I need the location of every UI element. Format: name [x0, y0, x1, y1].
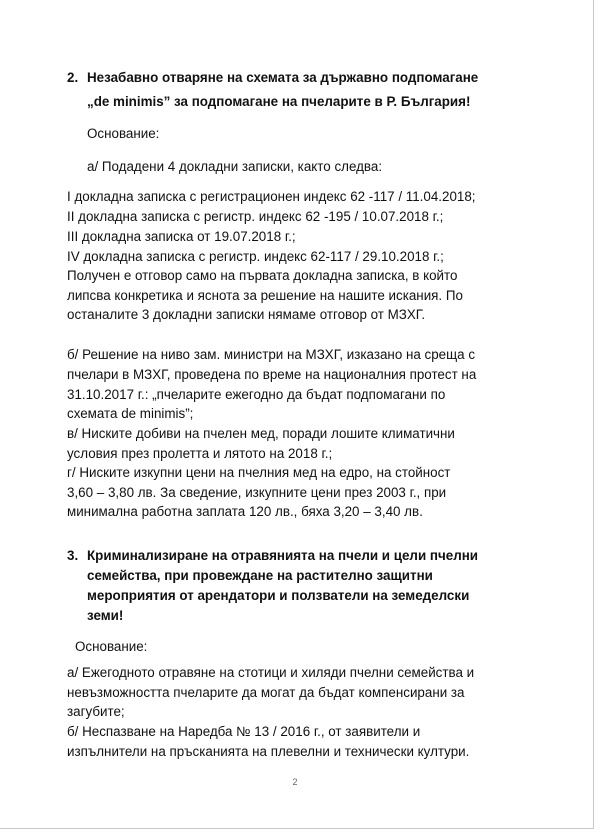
section-2-subitem-g-line-3: минимална работна заплата 120 лв., бяха 3,20 – 3,40 лв.	[67, 504, 423, 519]
response-line-1: Получен е отговор само на първата докладна записка, в който	[67, 268, 458, 283]
section-3-basis-label: Основание:	[75, 639, 148, 654]
section-2-subitem-g-line-1: г/ Ниските изкупни цени на пчелния мед на едро, на стойност	[67, 465, 451, 480]
response-line-3: останалите 3 докладни записки нямаме отговор от МЗХГ.	[67, 307, 426, 322]
memo-4: IV докладна записка с регистр. индекс 62-117 / 29.10.2018 г.;	[67, 249, 444, 264]
section-2-heading-line-1: Незабавно отваряне на схемата за държавно подпомагане	[87, 70, 479, 85]
section-2-subitem-b-line-4: схемата de minimis”;	[67, 406, 194, 421]
memo-1: I докладна записка с регистрационен индекс 62 -117 / 11.04.2018;	[67, 189, 476, 204]
memo-3: III докладна записка от 19.07.2018 г.;	[67, 229, 296, 244]
section-2-subitem-b-line-3: 31.10.2017 г.: „пчеларите ежегодно да бъдат подпомагани по	[67, 387, 446, 402]
section-3-subitem-b-line-1: б/ Неспазване на Наредба № 13 / 2016 г., от заявители и	[67, 724, 421, 739]
section-2-number: 2.	[67, 70, 79, 85]
section-2-subitem-v-line-1: в/ Ниските добиви на пчелен мед, поради лошите климатични	[67, 426, 455, 441]
section-2-subitem-g-line-2: 3,60 – 3,80 лв. За сведение, изкупните цени през 2003 г., при	[67, 485, 447, 500]
section-3-heading-line-3: мероприятия от арендатори и ползватели на земеделски	[87, 588, 470, 603]
section-3-heading-line-4: земи!	[87, 608, 124, 623]
section-3-heading-line-2: семейства, при провеждане на растително защитни	[87, 568, 433, 583]
section-3-subitem-a-line-1: а/ Ежегодното отравяне на стотици и хиляди пчелни семейства и	[67, 665, 475, 680]
response-line-2: липсва конкретика и яснота за решение на нашите искания. По	[67, 288, 463, 303]
section-3-subitem-a-line-3: загубите;	[67, 704, 125, 719]
section-2-subitem-b-line-2: пчелари в МЗХГ, проведена по време на националния протест на	[67, 367, 477, 382]
section-2-basis-label: Основание:	[87, 126, 160, 141]
section-3-heading-line-1: Криминализиране на отравянията на пчели и цели пчелни	[87, 548, 479, 563]
memo-2: II докладна записка с регистр. индекс 62 -195 / 10.07.2018 г.;	[67, 209, 444, 224]
section-3-number: 3.	[67, 548, 79, 563]
section-2-subitem-a: а/ Подадени 4 докладни записки, както следва:	[87, 159, 383, 174]
section-3-subitem-a-line-2: невъзможността пчеларите да могат да бъдат компенсирани за	[67, 685, 465, 700]
section-2-heading-line-2: „de minimis” за подпомагане на пчеларите в Р. България!	[87, 94, 471, 109]
section-3-subitem-b-line-2: изпълнители на пръсканията на плевелни и технически култури.	[67, 744, 470, 759]
section-2-subitem-b-line-1: б/ Решение на ниво зам. министри на МЗХГ, изказано на среща с	[67, 347, 476, 362]
section-2-subitem-v-line-2: условия през пролетта и лятото на 2018 г.;	[67, 446, 333, 461]
page-number: 2	[292, 777, 298, 787]
